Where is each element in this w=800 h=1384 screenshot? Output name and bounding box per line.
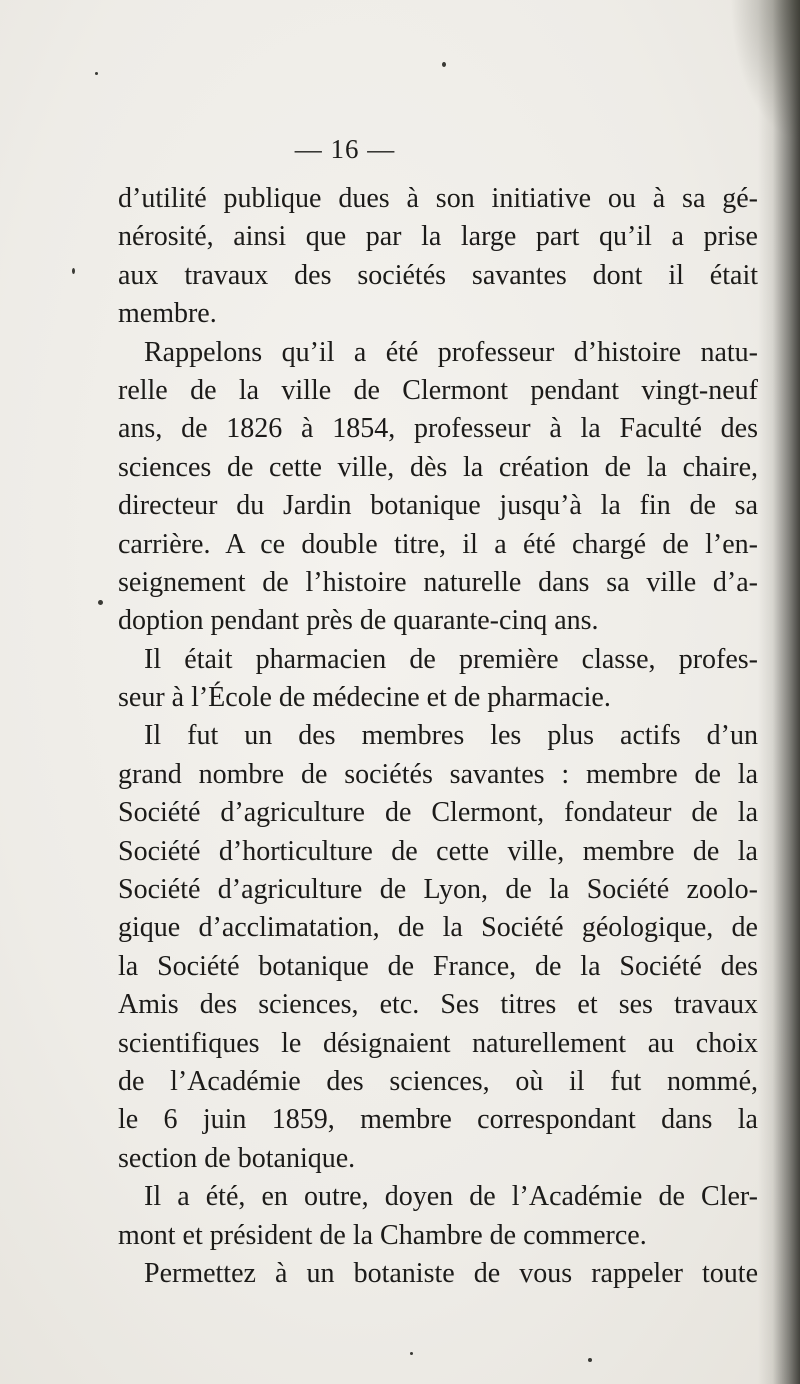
ink-speck [588, 1358, 592, 1362]
page-number: — 16 — [294, 134, 396, 164]
text-line: sciences de cette ville, dès la création de la chaire, [118, 451, 758, 483]
text-line: nérosité, ainsi que par la large part qu’il a prise [118, 221, 758, 253]
text-line: Amis des sciences, etc. Ses titres et ses travaux [118, 989, 758, 1021]
page-corner-shadow [730, 0, 800, 140]
ink-speck [442, 62, 446, 67]
text-line: d’utilité publique dues à son initiative ou à sa gé- [118, 183, 758, 214]
text-line: membre. [118, 298, 217, 330]
text-line: ans, de 1826 à 1854, professeur à la Faculté des [118, 413, 758, 445]
text-line: mont et président de la Chambre de commerce. [118, 1219, 647, 1251]
ink-speck [410, 1352, 413, 1355]
text-line: Il était pharmacien de première classe, profes- [144, 643, 758, 675]
text-line: grand nombre de sociétés savantes : membre de la [118, 758, 758, 790]
page-edge-shadow [758, 0, 800, 1384]
text-line: carrière. A ce double titre, il a été chargé de l’en- [118, 528, 758, 560]
text-line: Permettez à un botaniste de vous rappeler toute [144, 1257, 758, 1289]
text-line: scientifiques le désignaient naturellement au choix [118, 1027, 758, 1059]
ink-speck [95, 72, 98, 75]
text-line: relle de la ville de Clermont pendant vingt-neuf [118, 374, 758, 406]
text-line: seur à l’École de médecine et de pharmacie. [118, 682, 611, 714]
text-line: Rappelons qu’il a été professeur d’histoire natu- [144, 336, 758, 368]
text-line: Société d’agriculture de Lyon, de la Société zoolo- [118, 874, 758, 906]
text-line: directeur du Jardin botanique jusqu’à la fin de sa [118, 490, 758, 522]
text-line: section de botanique. [118, 1142, 356, 1174]
text-line: doption pendant près de quarante-cinq ans. [118, 605, 599, 637]
text-line: la Société botanique de France, de la Société des [118, 950, 758, 982]
body-text [118, 180, 758, 1293]
text-line: gique d’acclimatation, de la Société géologique, de [118, 912, 758, 944]
ink-speck [72, 268, 75, 274]
text-line: Société d’agriculture de Clermont, fondateur de la [118, 797, 758, 829]
text-line: de l’Académie des sciences, où il fut nommé, [118, 1065, 758, 1097]
text-line: aux travaux des sociétés savantes dont il était [118, 259, 758, 291]
text-line: le 6 juin 1859, membre correspondant dans la [118, 1104, 758, 1136]
text-line: Il a été, en outre, doyen de l’Académie de Cler- [144, 1181, 758, 1213]
text-line: Il fut un des membres les plus actifs d’un [144, 720, 758, 752]
text-line: Société d’horticulture de cette ville, membre de la [118, 835, 758, 867]
text-line: seignement de l’histoire naturelle dans sa ville d’a- [118, 566, 758, 598]
ink-speck [98, 600, 103, 605]
